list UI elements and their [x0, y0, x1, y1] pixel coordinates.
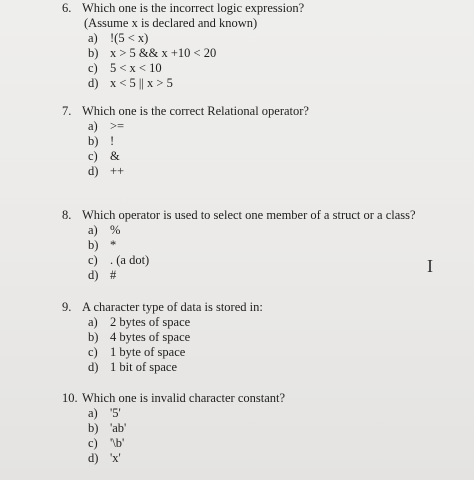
option-b [88, 421, 285, 436]
question-10-line [62, 391, 285, 406]
question-number: 7. [62, 104, 72, 118]
option-letter: c) [88, 253, 98, 267]
option-text: # [110, 268, 117, 282]
option-text: 'x' [110, 451, 121, 465]
option-text: '\b' [110, 436, 125, 450]
question-9 [62, 300, 263, 375]
option-letter: b) [88, 421, 99, 435]
question-text: A character type of data is stored in: [82, 300, 263, 314]
option-letter: c) [88, 149, 98, 163]
question-8 [62, 208, 416, 283]
question-10 [62, 391, 285, 466]
question-number: 10. [62, 391, 78, 405]
question-8-line [62, 208, 416, 223]
option-a [88, 406, 285, 421]
option-b [88, 134, 309, 149]
option-d [88, 268, 416, 283]
option-text: & [110, 149, 120, 163]
text-cursor-icon: I [427, 256, 433, 276]
option-text: '5' [110, 406, 121, 420]
question-note: (Assume x is declared and known) [84, 16, 258, 30]
option-d [88, 76, 304, 91]
option-a [88, 31, 304, 46]
option-letter: d) [88, 164, 99, 178]
option-text: % [110, 223, 121, 237]
options-list [88, 31, 304, 91]
option-letter: b) [88, 238, 99, 252]
option-text: !(5 < x) [110, 31, 149, 45]
option-d [88, 360, 263, 375]
question-9-line [62, 300, 263, 315]
option-letter: d) [88, 451, 99, 465]
option-text: ! [110, 134, 115, 148]
question-number: 9. [62, 300, 72, 314]
option-b [88, 238, 416, 253]
options-list [88, 223, 416, 283]
option-text: * [110, 238, 117, 252]
option-a [88, 315, 263, 330]
question-6 [62, 1, 304, 91]
option-letter: c) [88, 345, 98, 359]
option-c [88, 61, 304, 76]
option-b [88, 46, 304, 61]
option-letter: b) [88, 330, 99, 344]
option-c [88, 436, 285, 451]
question-7 [62, 104, 309, 179]
option-letter: b) [88, 46, 99, 60]
option-c [88, 149, 309, 164]
question-text: Which one is invalid character constant? [82, 391, 286, 405]
options-list [88, 119, 309, 179]
option-text: 5 < x < 10 [110, 61, 162, 75]
option-letter: a) [88, 223, 98, 237]
question-7-line [62, 104, 309, 119]
question-number: 6. [62, 1, 72, 15]
question-number: 8. [62, 208, 72, 222]
option-a [88, 223, 416, 238]
option-text: 1 bit of space [110, 360, 177, 374]
option-letter: d) [88, 268, 99, 282]
question-text: Which operator is used to select one member of a struct or a class? [82, 208, 416, 222]
option-letter: d) [88, 360, 99, 374]
option-letter: a) [88, 31, 98, 45]
option-text: . (a dot) [110, 253, 150, 267]
option-text: 4 bytes of space [110, 330, 191, 344]
option-d [88, 451, 285, 466]
question-text: Which one is the incorrect logic expression? [82, 1, 305, 15]
option-b [88, 330, 263, 345]
options-list [88, 406, 285, 466]
option-text: x < 5 || x > 5 [110, 76, 173, 90]
option-c [88, 253, 416, 268]
option-text: 1 byte of space [110, 345, 186, 359]
question-6-line [62, 1, 304, 16]
option-text: x > 5 && x +10 < 20 [110, 46, 217, 60]
option-letter: a) [88, 406, 98, 420]
option-letter: a) [88, 119, 98, 133]
option-text: 'ab' [110, 421, 127, 435]
option-text: 2 bytes of space [110, 315, 191, 329]
option-letter: d) [88, 76, 99, 90]
option-letter: c) [88, 61, 98, 75]
option-text: ++ [110, 164, 125, 178]
option-a [88, 119, 309, 134]
option-letter: b) [88, 134, 99, 148]
option-letter: a) [88, 315, 98, 329]
question-text: Which one is the correct Relational operator? [82, 104, 309, 118]
option-d [88, 164, 309, 179]
option-text: >= [110, 119, 125, 133]
option-letter: c) [88, 436, 98, 450]
options-list [88, 315, 263, 375]
option-c [88, 345, 263, 360]
